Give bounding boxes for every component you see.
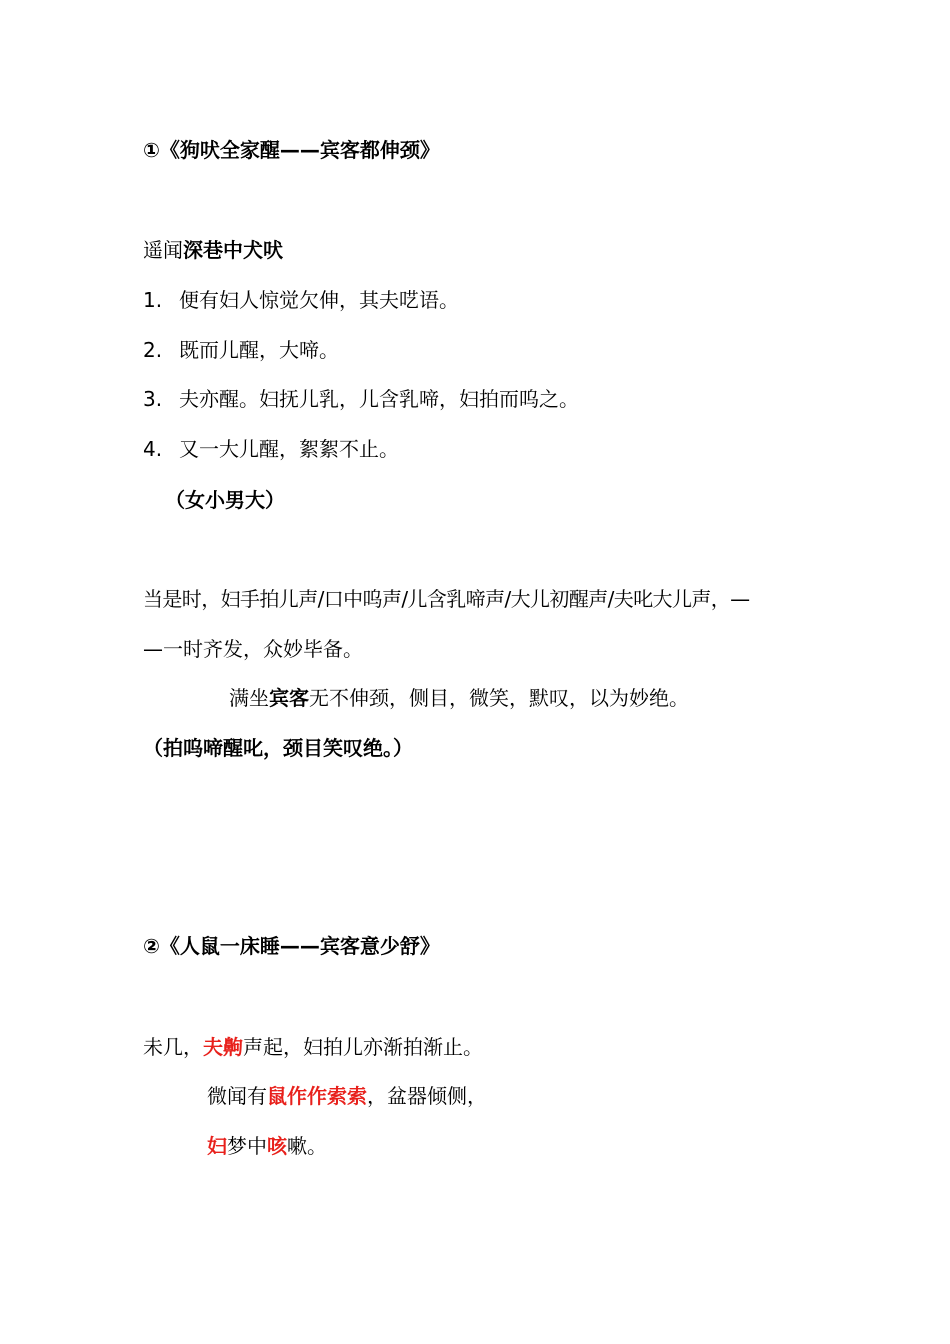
line3-rest: 嗽。 (287, 1134, 327, 1158)
paragraph-line-1: 当是时，妇手拍儿声/口中呜声/儿含乳啼声/大儿初醒声/夫叱大儿声，— (143, 587, 750, 611)
line1-red: 夫齁 (203, 1035, 243, 1059)
section2-line-3 (207, 1132, 327, 1160)
line1-rest: 声起，妇拍儿亦渐拍渐止。 (243, 1035, 483, 1059)
list-item-text: 又一大儿醒，絮絮不止。 (179, 437, 399, 461)
section1-heading: ①《狗吠全家醒——宾客都伸颈》 (143, 138, 440, 162)
list-item-text: 便有妇人惊觉欠伸，其夫呓语。 (179, 288, 459, 312)
line3-red-1: 妇 (207, 1134, 227, 1158)
line3-mid: 梦中 (227, 1134, 267, 1158)
list-item-text: 夫亦醒。妇抚儿乳，儿含乳啼，妇拍而呜之。 (179, 387, 579, 411)
list-item-3 (143, 385, 579, 413)
guests-line (229, 684, 689, 712)
list-item-number: 4. (143, 437, 163, 461)
line3-red-2: 咳 (267, 1134, 287, 1158)
line1-prefix: 未几， (143, 1035, 203, 1059)
list-item-4 (143, 435, 399, 463)
section2-heading: ②《人鼠一床睡——宾客意少舒》 (143, 934, 440, 958)
list-item-text: 既而儿醒，大啼。 (179, 338, 339, 362)
intro-prefix: 遥闻 (143, 238, 183, 262)
paragraph-line-2: —一时齐发，众妙毕备。 (143, 637, 363, 661)
list-item-1 (143, 286, 459, 314)
list-item-2 (143, 336, 339, 364)
line2-rest: ，盆器倾侧， (367, 1084, 487, 1108)
line2-red: 鼠作作索索 (267, 1084, 367, 1108)
list-item-number: 3. (143, 387, 163, 411)
intro-bold: 深巷中犬吠 (183, 238, 283, 262)
note-summary: （拍呜啼醒叱，颈目笑叹绝。） (143, 736, 413, 760)
section2-line-1 (143, 1033, 483, 1061)
list-item-number: 2. (143, 338, 163, 362)
list-item-number: 1. (143, 288, 163, 312)
guests-prefix: 满坐 (229, 686, 269, 710)
section2-line-2 (207, 1082, 487, 1110)
note-women-small-men-big: （女小男大） (165, 488, 285, 512)
section1-intro (143, 236, 283, 264)
line2-prefix: 微闻有 (207, 1084, 267, 1108)
guests-bold: 宾客 (269, 686, 309, 710)
guests-rest: 无不伸颈，侧目，微笑，默叹，以为妙绝。 (309, 686, 689, 710)
